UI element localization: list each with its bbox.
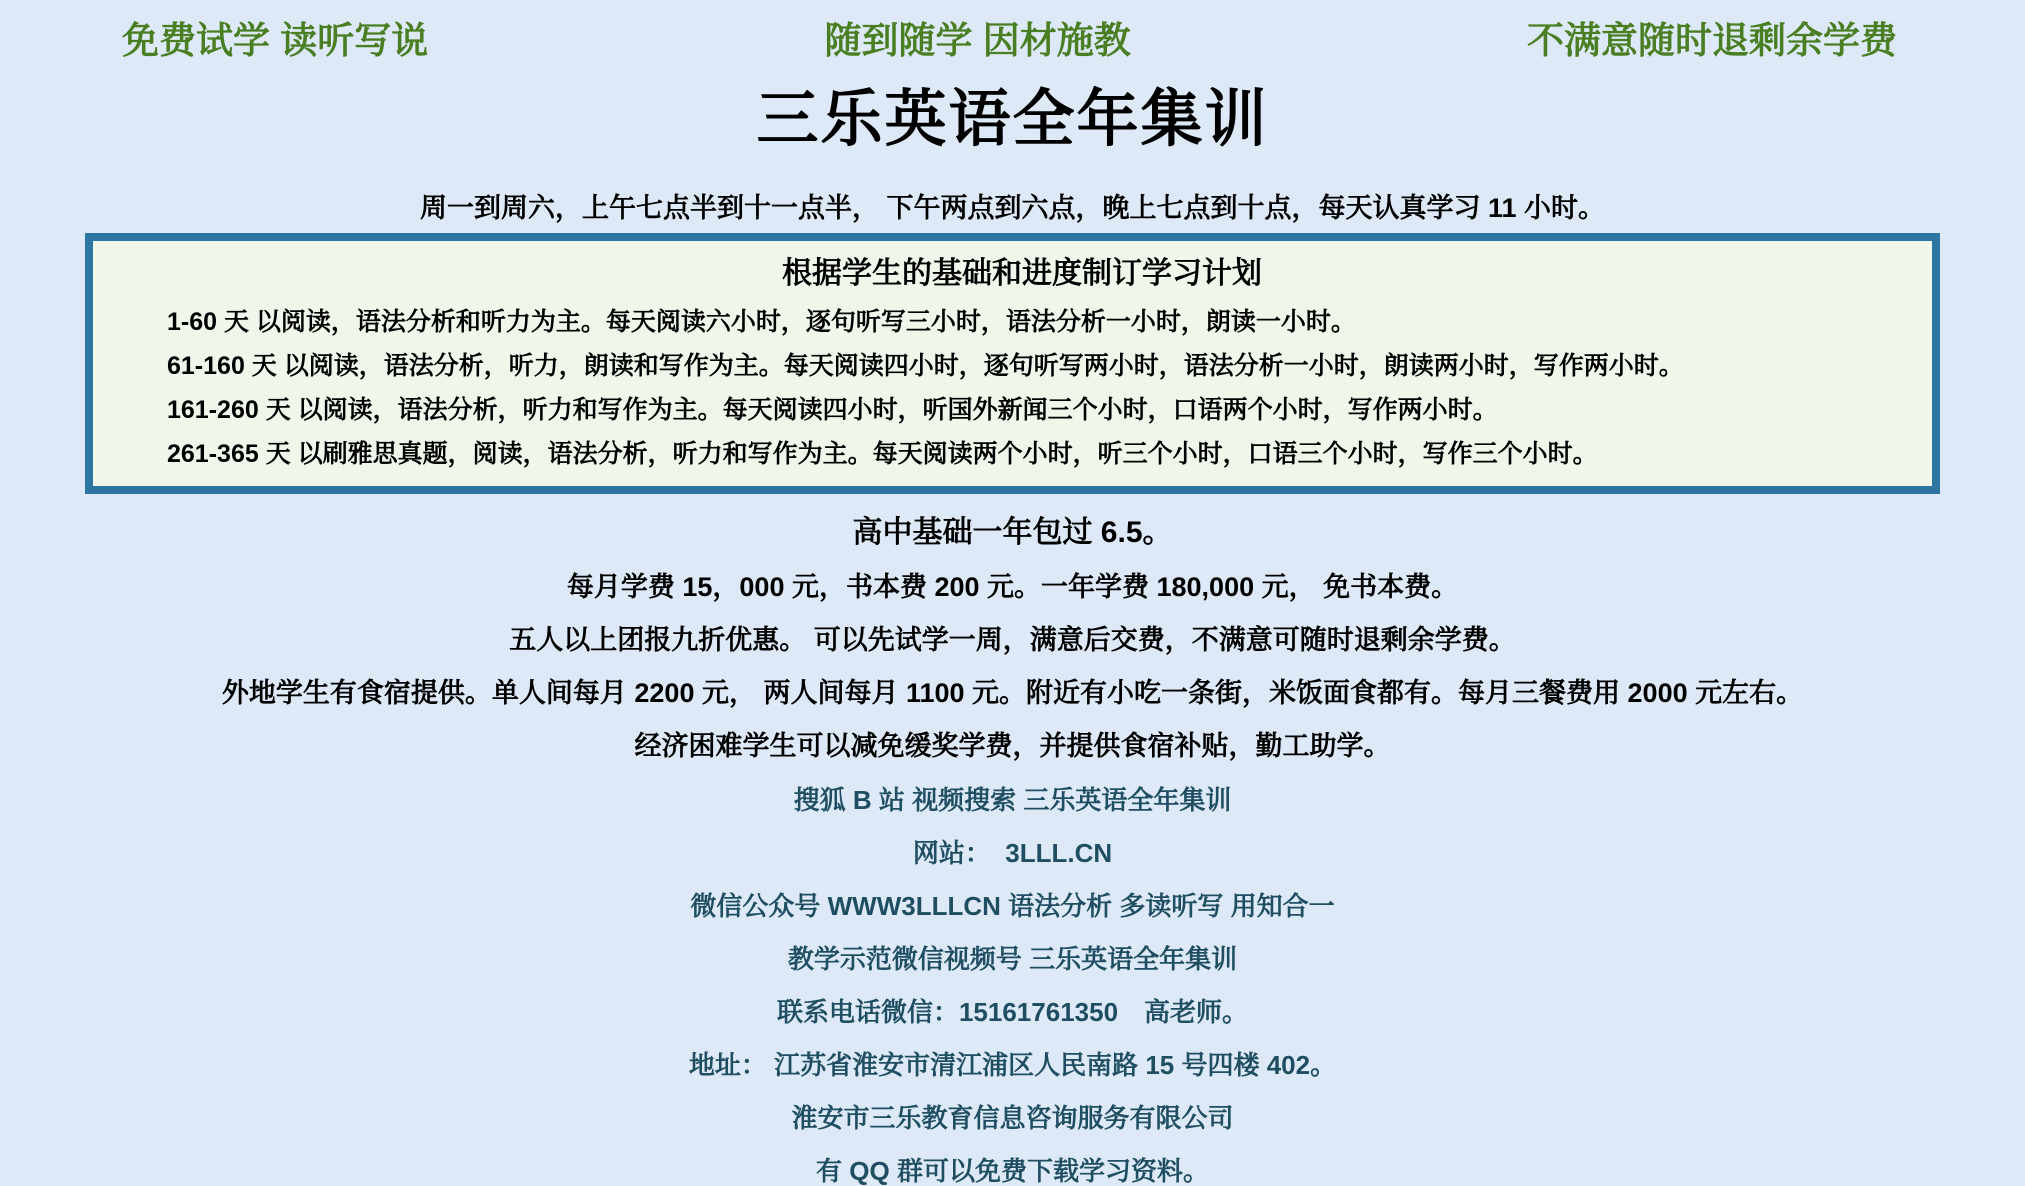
- plan-item-days-61-160: 61-160 天 以阅读，语法分析，听力，朗读和写作为主。每天阅读四小时，逐句听写两小时，语法分析一小时，朗读两小时，写作两小时。: [167, 351, 1684, 380]
- plan-item-days-261-365: 261-365 天 以刷雅思真题，阅读，语法分析，听力和写作为主。每天阅读两个小时，听三个小时，口语三个小时，写作三个小时。: [167, 439, 1598, 468]
- plan-item-days-161-260: 161-260 天 以阅读，语法分析，听力和写作为主。每天阅读四小时，听国外新闻三个小时，口语两个小时，写作两小时。: [167, 395, 1498, 424]
- qq-group-line: 有 QQ 群可以免费下载学习资料。: [816, 1156, 1209, 1186]
- lodging-line: 外地学生有食宿提供。单人间每月 2200 元， 两人间每月 1100 元。附近有小吃一条街，米饭面食都有。每月三餐费用 2000 元左右。: [221, 678, 1804, 709]
- schedule-line: 周一到周六，上午七点半到十一点半， 下午两点到六点，晚上七点到十点，每天认真学习 11 小时。: [419, 192, 1606, 223]
- video-search-line: 搜狐 B 站 视频搜索 三乐英语全年集训: [793, 784, 1232, 815]
- discount-line: 五人以上团报九折优惠。 可以先试学一周，满意后交费，不满意可随时退剩余学费。: [509, 624, 1516, 655]
- financial-aid-line: 经济困难学生可以减免缓奖学费，并提供食宿补贴，勤工助学。: [634, 731, 1391, 762]
- study-plan-box: [85, 233, 1940, 494]
- plan-item-days-1-60: 1-60 天 以阅读，语法分析和听力为主。每天阅读六小时，逐句听写三小时，语法分析一小时，朗读一小时。: [167, 307, 1356, 336]
- tuition-line: 每月学费 15，000 元，书本费 200 元。一年学费 180,000 元， 免书本费。: [566, 571, 1459, 602]
- study-plan-title: 根据学生的基础和进度制订学习计划: [782, 257, 1262, 291]
- company-name-line: 淮安市三乐教育信息咨询服务有限公司: [791, 1103, 1234, 1134]
- claim-flexible-start: 随到随学 因材施教: [824, 20, 1131, 61]
- phone-line: 联系电话微信：15161761350 高老师。: [776, 996, 1249, 1027]
- wechat-video-line: 教学示范微信视频号 三乐英语全年集训: [787, 943, 1238, 974]
- page-title: 三乐英语全年集训: [756, 85, 1269, 155]
- claim-free-trial: 免费试学 读听写说: [122, 20, 429, 61]
- claims-row: [0, 0, 2025, 61]
- address-line: 地址： 江苏省淮安市清江浦区人民南路 15 号四楼 402。: [688, 1050, 1337, 1081]
- claim-refund-policy: 不满意随时退剩余学费: [1527, 20, 1897, 61]
- website-line: 网站： 3LLL.CN: [912, 837, 1113, 868]
- wechat-official-line: 微信公众号 WWW3LLLCN 语法分析 多读听写 用知合一: [690, 890, 1335, 921]
- guarantee-headline: 高中基础一年包过 6.5。: [852, 515, 1173, 549]
